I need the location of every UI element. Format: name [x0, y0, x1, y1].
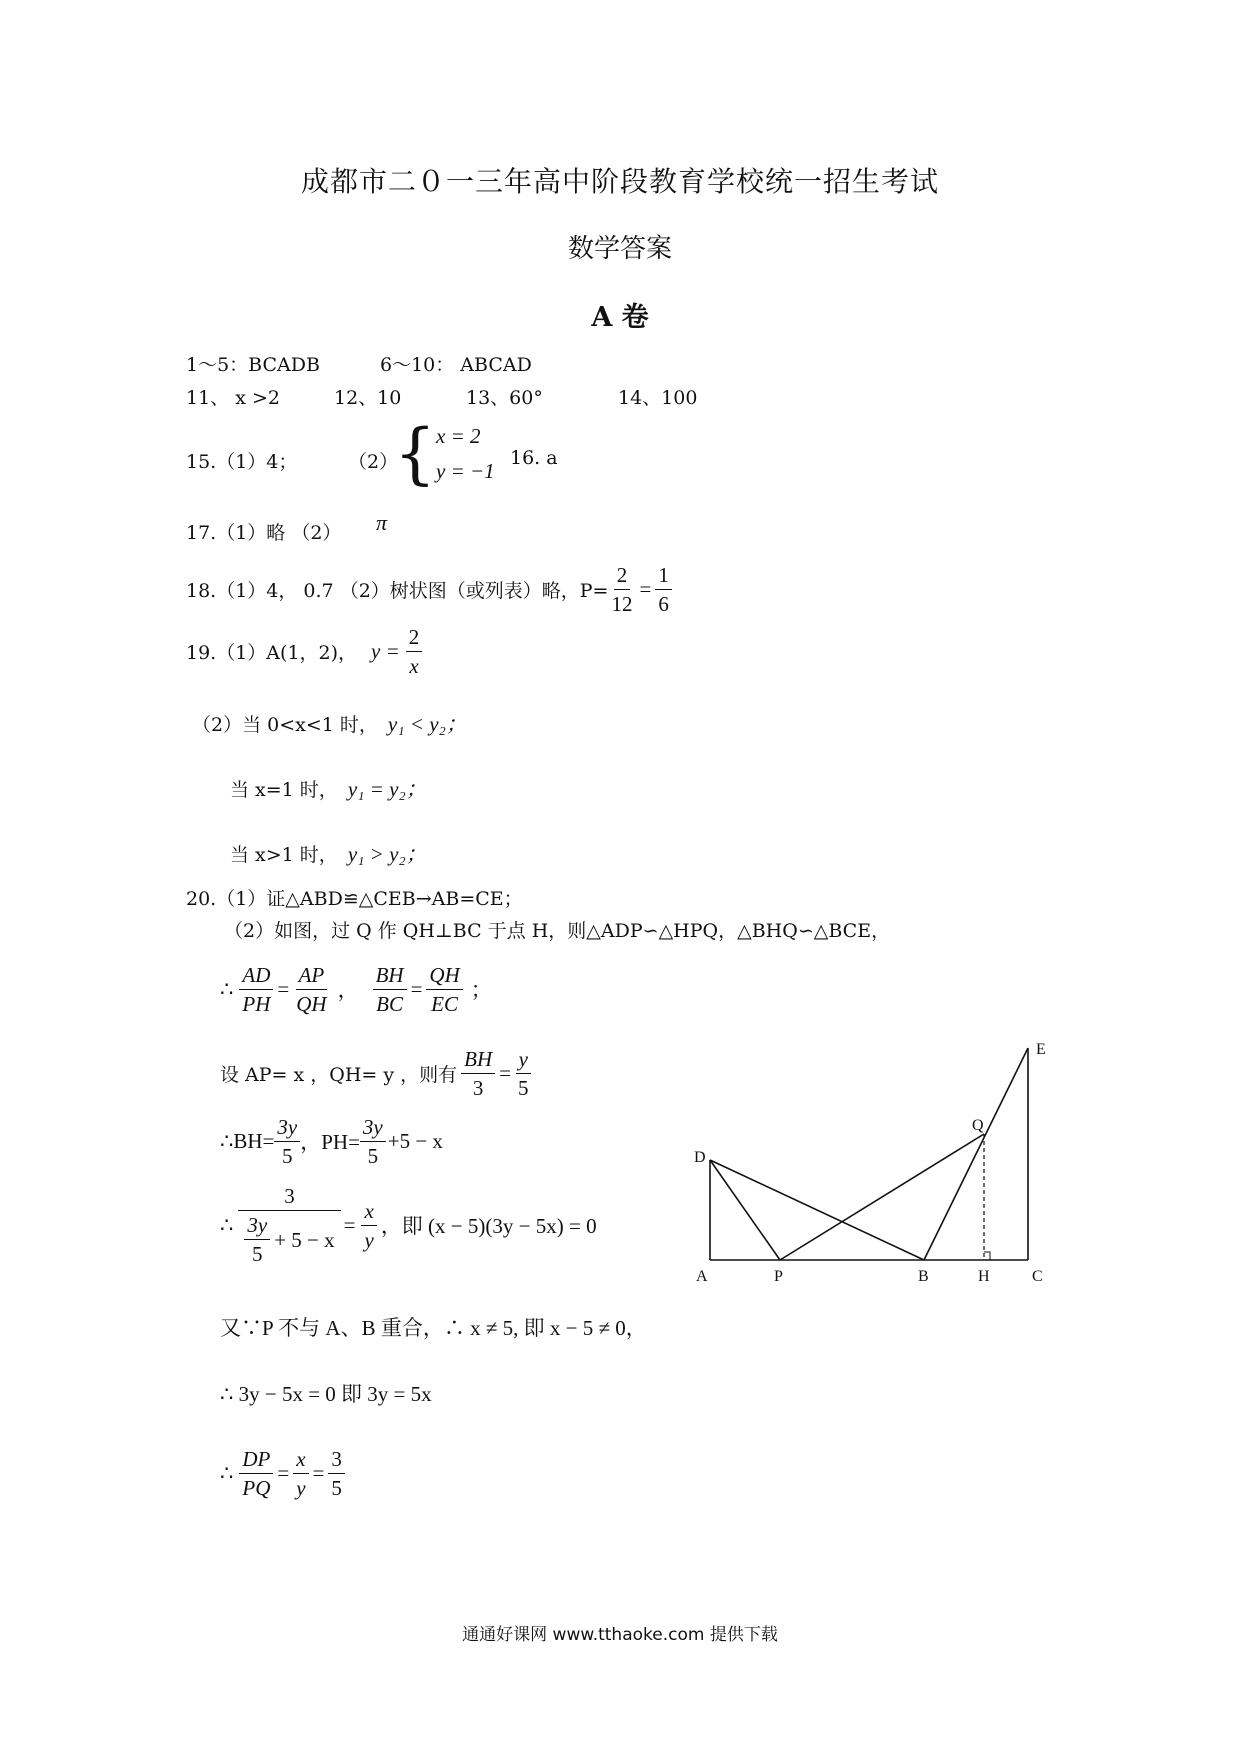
answer-15-part1: 15.（1）4；	[186, 451, 298, 473]
pi-symbol: π	[376, 510, 388, 535]
denominator: 5	[252, 1242, 263, 1266]
fraction-3y-5	[360, 1113, 386, 1170]
fraction-qh-ec	[426, 961, 462, 1018]
fraction-bh-3	[461, 1045, 495, 1102]
setup-text: 设 AP= x ，QH= y ，则有	[220, 1063, 458, 1086]
case-condition: 当 x=1 时，	[230, 778, 338, 801]
therefore-symbol: ∴	[220, 1460, 234, 1485]
exclusion-condition: 又∵P 不与 A、B 重合，∴ x ≠ 5, 即 x − 5 ≠ 0，	[220, 1316, 647, 1340]
case-condition: 当 x>1 时，	[230, 843, 338, 866]
geometry-figure	[680, 1030, 1070, 1290]
fraction-1-6	[655, 561, 672, 618]
y-equals: y =	[371, 638, 400, 663]
numerator: AD	[239, 961, 273, 990]
denominator: 5	[367, 1143, 379, 1168]
equals-sign: =	[410, 976, 423, 1001]
denominator: PQ	[242, 1475, 271, 1500]
equals-sign: =	[639, 576, 652, 601]
label-e: E	[1036, 1041, 1046, 1058]
comma: ，	[337, 978, 359, 1002]
compound-fraction	[241, 1182, 337, 1268]
equals-sign: =	[499, 1060, 511, 1085]
key-equation	[220, 1180, 597, 1270]
answer-18-text: 18.（1）4， 0.7 （2）树状图（或列表）略，P=	[186, 579, 609, 602]
label-q: Q	[972, 1117, 984, 1134]
segment-db	[710, 1160, 924, 1260]
fraction-2-over-x	[406, 623, 423, 680]
therefore-symbol: ∴	[220, 976, 234, 1001]
variable-setup	[220, 1040, 531, 1106]
fraction-bh-bc	[373, 961, 407, 1018]
segment-dp	[710, 1160, 780, 1260]
numerator: 3	[238, 1182, 340, 1211]
therefore-symbol: ∴	[220, 1212, 234, 1237]
numerator: 3y	[244, 1211, 270, 1240]
denominator: 12	[611, 591, 633, 616]
answers-1-5: 1～5：BCADB	[186, 354, 320, 376]
fraction-ad-ph	[239, 961, 273, 1018]
answer-15-part2-label: （2）	[348, 451, 399, 473]
numerator: 2	[406, 623, 423, 652]
answer-20-part2: （2）如图，过 Q 作 QH⊥BC 于点 H，则△ADP∽△HPQ，△BHQ∽△BCE，	[224, 920, 891, 942]
answers-6-10: 6～10： ABCAD	[380, 354, 532, 376]
page-subtitle: 数学答案	[567, 234, 672, 264]
label-b: B	[918, 1268, 929, 1285]
denominator: y	[364, 1227, 374, 1252]
numerator: BH	[373, 961, 407, 990]
label-c: C	[1032, 1268, 1043, 1285]
case-result: y₁ < y₂；	[387, 712, 467, 736]
denominator: 5	[282, 1143, 293, 1168]
bh-label: ∴BH=	[220, 1128, 275, 1153]
fraction-3-5	[328, 1445, 345, 1502]
system-line-2: y = −1	[436, 459, 495, 483]
answer-18	[186, 558, 672, 620]
answer-17: 17.（1）略 （2）	[186, 522, 342, 544]
answer-19-case2	[230, 773, 427, 803]
proportion-equations	[220, 956, 492, 1022]
denominator: 5	[331, 1475, 342, 1500]
fraction-3y-5	[244, 1211, 270, 1268]
numerator: BH	[461, 1045, 495, 1074]
numerator: 2	[614, 561, 631, 590]
answer-16: 16. a	[510, 447, 558, 469]
section-heading: A 卷	[591, 302, 649, 333]
equation-system	[394, 415, 495, 492]
fraction-x-y	[361, 1197, 376, 1254]
answer-20-part1: 20.（1）证△ABD≌△CEB→AB=CE；	[186, 888, 523, 910]
final-ratio	[220, 1440, 345, 1506]
numerator: x	[361, 1197, 376, 1226]
brace-symbol: {	[394, 415, 436, 492]
system-line-1: x = 2	[436, 424, 481, 448]
answer-14: 14、100	[618, 387, 698, 409]
label-p: P	[774, 1268, 783, 1285]
denominator	[241, 1211, 337, 1268]
case-condition: （2）当 0<x<1 时，	[192, 713, 378, 736]
answer-19-part1	[186, 620, 422, 682]
label-h: H	[978, 1268, 990, 1285]
numerator: QH	[426, 961, 462, 990]
answer-19-case3	[230, 838, 427, 868]
case-result: y₁ > y₂；	[347, 842, 427, 866]
denominator: QH	[296, 991, 327, 1016]
numerator: 3y	[274, 1113, 300, 1142]
denominator: EC	[431, 991, 458, 1016]
bh-ph-expressions	[220, 1108, 443, 1174]
page-title: 成都市二０一三年高中阶段教育学校统一招生考试	[300, 165, 939, 198]
answer-13: 13、60°	[466, 387, 543, 409]
equals-sign: =	[277, 1460, 290, 1485]
answer-11: 11、 x >2	[186, 387, 280, 409]
conclusion-line: ∴ 3y − 5x = 0 即 3y = 5x	[220, 1382, 432, 1406]
numerator: AP	[296, 961, 328, 990]
denominator: x	[409, 653, 419, 678]
equals-sign: =	[343, 1212, 356, 1237]
ph-tail: +5 − x	[387, 1128, 443, 1153]
answer-12: 12、10	[334, 387, 402, 409]
numerator: x	[293, 1445, 308, 1474]
fraction-ap-qh	[293, 961, 329, 1018]
case-result: y₁ = y₂；	[347, 777, 427, 801]
fraction-2-12	[608, 561, 635, 618]
denominator: 6	[658, 591, 669, 616]
answer-19-case1	[192, 708, 467, 738]
label-d: D	[694, 1149, 706, 1166]
denominator: 3	[472, 1075, 484, 1100]
ph-label: ，PH=	[300, 1130, 360, 1154]
fraction-dp-pq	[239, 1445, 273, 1502]
equals-sign: =	[312, 1460, 325, 1485]
footer-credit: 通通好课网 www.tthaoke.com 提供下载	[462, 1625, 778, 1645]
denominator: 5	[517, 1075, 529, 1100]
factored-equation: ，即 (x − 5)(3y − 5x) = 0	[380, 1214, 597, 1238]
denominator-tail: + 5 − x	[274, 1227, 335, 1252]
numerator: y	[516, 1045, 531, 1074]
numerator: 3	[328, 1445, 345, 1474]
numerator: 1	[655, 561, 672, 590]
semicolon: ；	[470, 978, 492, 1002]
fraction-x-y	[293, 1445, 308, 1502]
answer-19-text: 19.（1）A(1，2)，	[186, 641, 358, 664]
right-angle-mark	[984, 1252, 990, 1260]
segment-be	[924, 1048, 1028, 1260]
label-a: A	[696, 1268, 708, 1285]
numerator: 3y	[360, 1113, 386, 1142]
equals-sign: =	[277, 976, 290, 1001]
fraction-3y-5	[274, 1113, 300, 1170]
fraction-y-5	[515, 1045, 532, 1102]
numerator: DP	[239, 1445, 273, 1474]
denominator: PH	[242, 991, 271, 1016]
denominator: y	[296, 1475, 306, 1500]
denominator: BC	[376, 991, 403, 1016]
